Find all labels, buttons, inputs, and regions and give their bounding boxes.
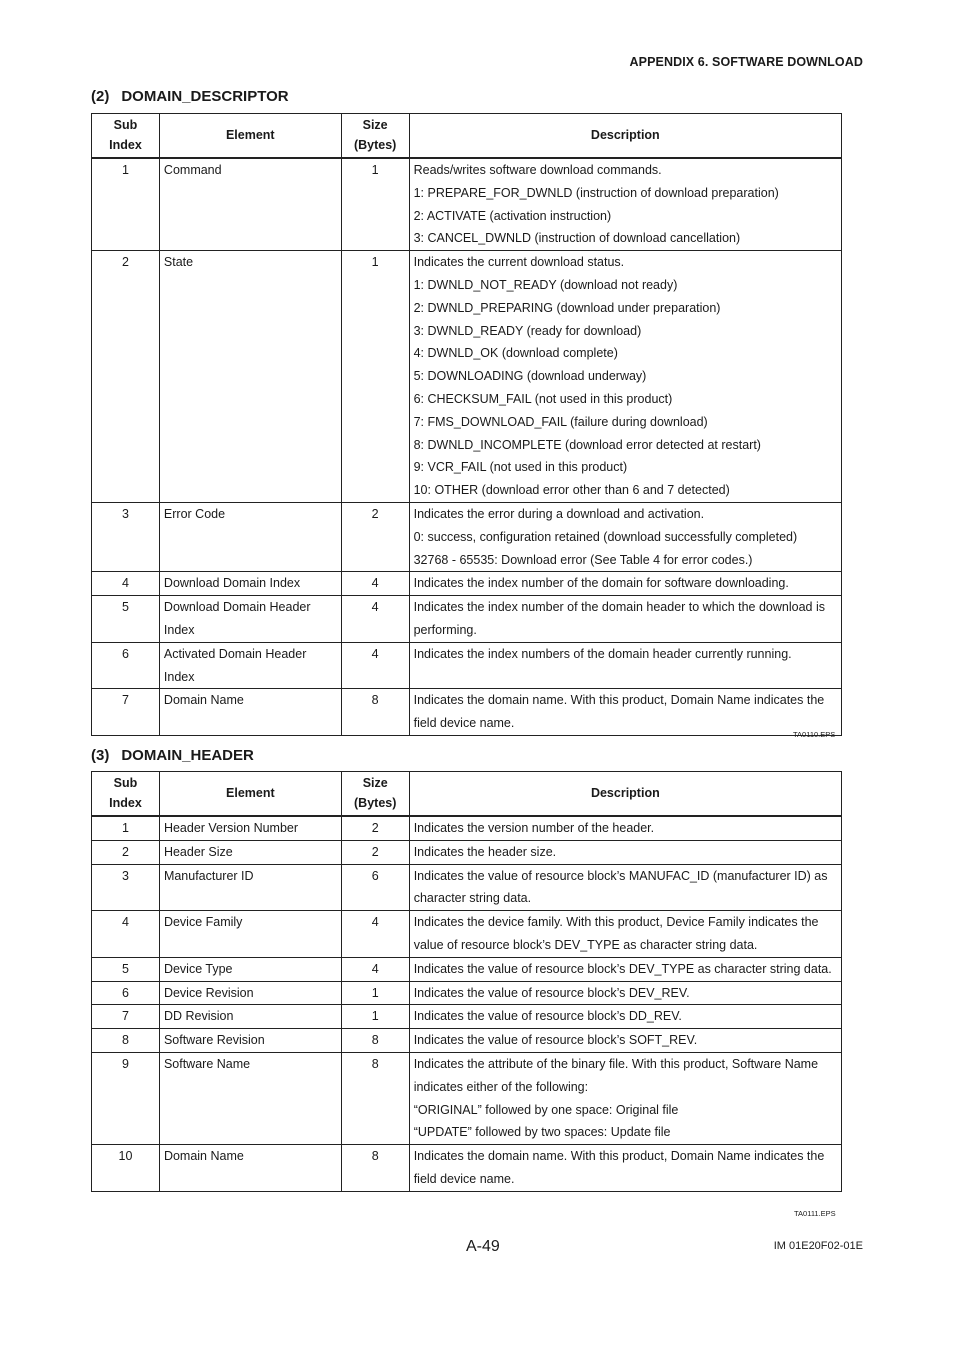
section-title-text: DOMAIN_DESCRIPTOR xyxy=(121,88,289,105)
section-number: (2) xyxy=(91,88,110,105)
description-cell xyxy=(409,1005,841,1029)
size-cell: 8 xyxy=(341,1029,409,1053)
description-cell xyxy=(409,642,841,689)
table-row xyxy=(92,502,842,571)
table-row xyxy=(92,1005,842,1029)
description-line: 4: DWNLD_OK (download complete) xyxy=(413,346,618,361)
description-line: Indicates the value of resource block’s DEV_TYPE as character string data. xyxy=(413,961,832,976)
description-line: 0: success, configuration retained (download successfully completed) xyxy=(413,529,798,544)
description-line: Indicates the value of resource block’s SOFT_REV. xyxy=(413,1033,698,1048)
description-cell xyxy=(409,158,841,251)
description-cell xyxy=(409,596,841,643)
description-line: Indicates the value of resource block’s MANUFAC_ID (manufacturer ID) as character string data. xyxy=(413,868,828,906)
table-row xyxy=(92,596,842,643)
col-element: Element xyxy=(159,772,341,817)
section-number: (3) xyxy=(91,747,110,764)
sub-index-cell: 7 xyxy=(92,1005,160,1029)
description-cell xyxy=(409,911,841,958)
sub-index-cell: 4 xyxy=(92,911,160,958)
description-line: 1: DWNLD_NOT_READY (download not ready) xyxy=(413,277,678,292)
table-body xyxy=(92,816,842,1191)
description-line: Indicates the attribute of the binary file. With this product, Software Name indicates either of the following: xyxy=(413,1056,819,1094)
element-cell: DD Revision xyxy=(159,1005,341,1029)
sub-index-cell: 2 xyxy=(92,251,160,503)
description-line: “ORIGINAL” followed by one space: Original file xyxy=(413,1102,679,1117)
description-line: 1: PREPARE_FOR_DWNLD (instruction of download preparation) xyxy=(413,185,779,200)
element-cell: Command xyxy=(159,158,341,251)
description-line: 8: DWNLD_INCOMPLETE (download error detected at restart) xyxy=(413,437,761,452)
document-id: IM 01E20F02-01E xyxy=(773,1240,863,1252)
description-line: Indicates the error during a download and activation. xyxy=(413,506,705,521)
description-line: 3: CANCEL_DWNLD (instruction of download cancellation) xyxy=(413,231,741,246)
sub-index-cell: 9 xyxy=(92,1052,160,1144)
description-cell xyxy=(409,1145,841,1192)
description-line: Indicates the domain name. With this product, Domain Name indicates the field device name. xyxy=(413,693,825,731)
description-line: Reads/writes software download commands. xyxy=(413,163,662,177)
element-cell: State xyxy=(159,251,341,503)
size-cell: 2 xyxy=(341,816,409,840)
col-sub-index: Sub Index xyxy=(92,772,160,817)
domain-descriptor-table xyxy=(91,113,842,736)
col-element: Element xyxy=(159,114,341,159)
element-cell: Domain Name xyxy=(159,1145,341,1192)
col-sub-index: Sub Index xyxy=(92,114,160,159)
description-line: 2: ACTIVATE (activation instruction) xyxy=(413,208,612,223)
description-line: 6: CHECKSUM_FAIL (not used in this product) xyxy=(413,391,673,406)
section-3-title xyxy=(91,747,254,764)
description-line: Indicates the device family. With this product, Device Family indicates the value of resource block’s DEV_TYPE as character string data. xyxy=(413,915,819,952)
description-cell xyxy=(409,251,841,503)
description-cell xyxy=(409,1029,841,1053)
table-row xyxy=(92,957,842,981)
description-cell xyxy=(409,689,841,736)
sub-index-cell: 5 xyxy=(92,957,160,981)
description-cell xyxy=(409,502,841,571)
table-row xyxy=(92,816,842,840)
element-cell: Download Domain Index xyxy=(159,572,341,596)
sub-index-cell: 1 xyxy=(92,816,160,840)
description-cell xyxy=(409,572,841,596)
description-cell xyxy=(409,864,841,911)
element-cell: Error Code xyxy=(159,502,341,571)
table-row xyxy=(92,981,842,1005)
table-header-row xyxy=(92,772,842,817)
sub-index-cell: 5 xyxy=(92,596,160,643)
element-cell: Device Family xyxy=(159,911,341,958)
table-row xyxy=(92,840,842,864)
sub-index-cell: 3 xyxy=(92,864,160,911)
sub-index-cell: 4 xyxy=(92,572,160,596)
size-cell: 1 xyxy=(341,251,409,503)
element-cell: Header Size xyxy=(159,840,341,864)
sub-index-cell: 7 xyxy=(92,689,160,736)
description-line: Indicates the version number of the header. xyxy=(413,821,655,835)
size-cell: 1 xyxy=(341,1005,409,1029)
description-line: 3: DWNLD_READY (ready for download) xyxy=(413,323,642,338)
table-row xyxy=(92,572,842,596)
sub-index-cell: 6 xyxy=(92,642,160,689)
table-row xyxy=(92,911,842,958)
size-cell: 4 xyxy=(341,957,409,981)
element-cell: Header Version Number xyxy=(159,816,341,840)
col-size: Size (Bytes) xyxy=(341,772,409,817)
appendix-header: APPENDIX 6. SOFTWARE DOWNLOAD xyxy=(629,55,863,69)
col-description: Description xyxy=(409,114,841,159)
description-cell xyxy=(409,840,841,864)
eps-label-ta0110: TA0110.EPS xyxy=(793,730,836,739)
description-line: Indicates the domain name. With this product, Domain Name indicates the field device name. xyxy=(413,1149,825,1186)
section-title-text: DOMAIN_HEADER xyxy=(121,747,254,764)
element-cell: Manufacturer ID xyxy=(159,864,341,911)
description-cell xyxy=(409,816,841,840)
sub-index-cell: 2 xyxy=(92,840,160,864)
sub-index-cell: 10 xyxy=(92,1145,160,1192)
element-cell: Device Revision xyxy=(159,981,341,1005)
description-line: 10: OTHER (download error other than 6 and 7 detected) xyxy=(413,483,730,498)
description-line: “UPDATE” followed by two spaces: Update file xyxy=(413,1125,671,1140)
table-row xyxy=(92,251,842,503)
description-line: 5: DOWNLOADING (download underway) xyxy=(413,369,647,384)
table-row xyxy=(92,1029,842,1053)
size-cell: 2 xyxy=(341,840,409,864)
table-row xyxy=(92,1052,842,1144)
element-cell: Software Revision xyxy=(159,1029,341,1053)
size-cell: 4 xyxy=(341,911,409,958)
description-cell xyxy=(409,1052,841,1144)
domain-header-table xyxy=(91,771,842,1192)
table-row xyxy=(92,158,842,251)
description-line: 9: VCR_FAIL (not used in this product) xyxy=(413,460,628,475)
description-line: Indicates the index number of the domain header to which the download is performing. xyxy=(413,600,825,637)
element-cell: Download Domain Header Index xyxy=(159,596,341,643)
table-body xyxy=(92,158,842,735)
description-line: Indicates the value of resource block’s DEV_REV. xyxy=(413,985,690,1000)
col-description: Description xyxy=(409,772,841,817)
table-row xyxy=(92,864,842,911)
description-line: Indicates the current download status. xyxy=(413,255,625,270)
description-line: 32768 - 65535: Download error (See Table 4 for error codes.) xyxy=(413,552,753,567)
sub-index-cell: 3 xyxy=(92,502,160,571)
description-line: Indicates the header size. xyxy=(413,844,557,859)
size-cell: 4 xyxy=(341,596,409,643)
element-cell: Activated Domain Header Index xyxy=(159,642,341,689)
sub-index-cell: 6 xyxy=(92,981,160,1005)
sub-index-cell: 8 xyxy=(92,1029,160,1053)
description-line: Indicates the index number of the domain for software downloading. xyxy=(413,576,789,591)
size-cell: 4 xyxy=(341,642,409,689)
description-line: 2: DWNLD_PREPARING (download under preparation) xyxy=(413,300,721,315)
size-cell: 1 xyxy=(341,981,409,1005)
sub-index-cell: 1 xyxy=(92,158,160,251)
description-line: 7: FMS_DOWNLOAD_FAIL (failure during download) xyxy=(413,414,708,429)
description-line: Indicates the index numbers of the domain header currently running. xyxy=(413,646,792,661)
element-cell: Software Name xyxy=(159,1052,341,1144)
col-size: Size (Bytes) xyxy=(341,114,409,159)
element-cell: Domain Name xyxy=(159,689,341,736)
table-header-row xyxy=(92,114,842,159)
size-cell: 2 xyxy=(341,502,409,571)
element-cell: Device Type xyxy=(159,957,341,981)
size-cell: 1 xyxy=(341,158,409,251)
size-cell: 4 xyxy=(341,572,409,596)
table-row xyxy=(92,689,842,736)
description-cell xyxy=(409,957,841,981)
size-cell: 6 xyxy=(341,864,409,911)
description-cell xyxy=(409,981,841,1005)
description-line: Indicates the value of resource block’s DD_REV. xyxy=(413,1009,682,1024)
size-cell: 8 xyxy=(341,1145,409,1192)
section-2-title xyxy=(91,88,289,105)
size-cell: 8 xyxy=(341,1052,409,1144)
page-number: A-49 xyxy=(466,1238,500,1255)
eps-label-ta0111: TA0111.EPS xyxy=(794,1209,836,1218)
table-row xyxy=(92,642,842,689)
size-cell: 8 xyxy=(341,689,409,736)
table-row xyxy=(92,1145,842,1192)
